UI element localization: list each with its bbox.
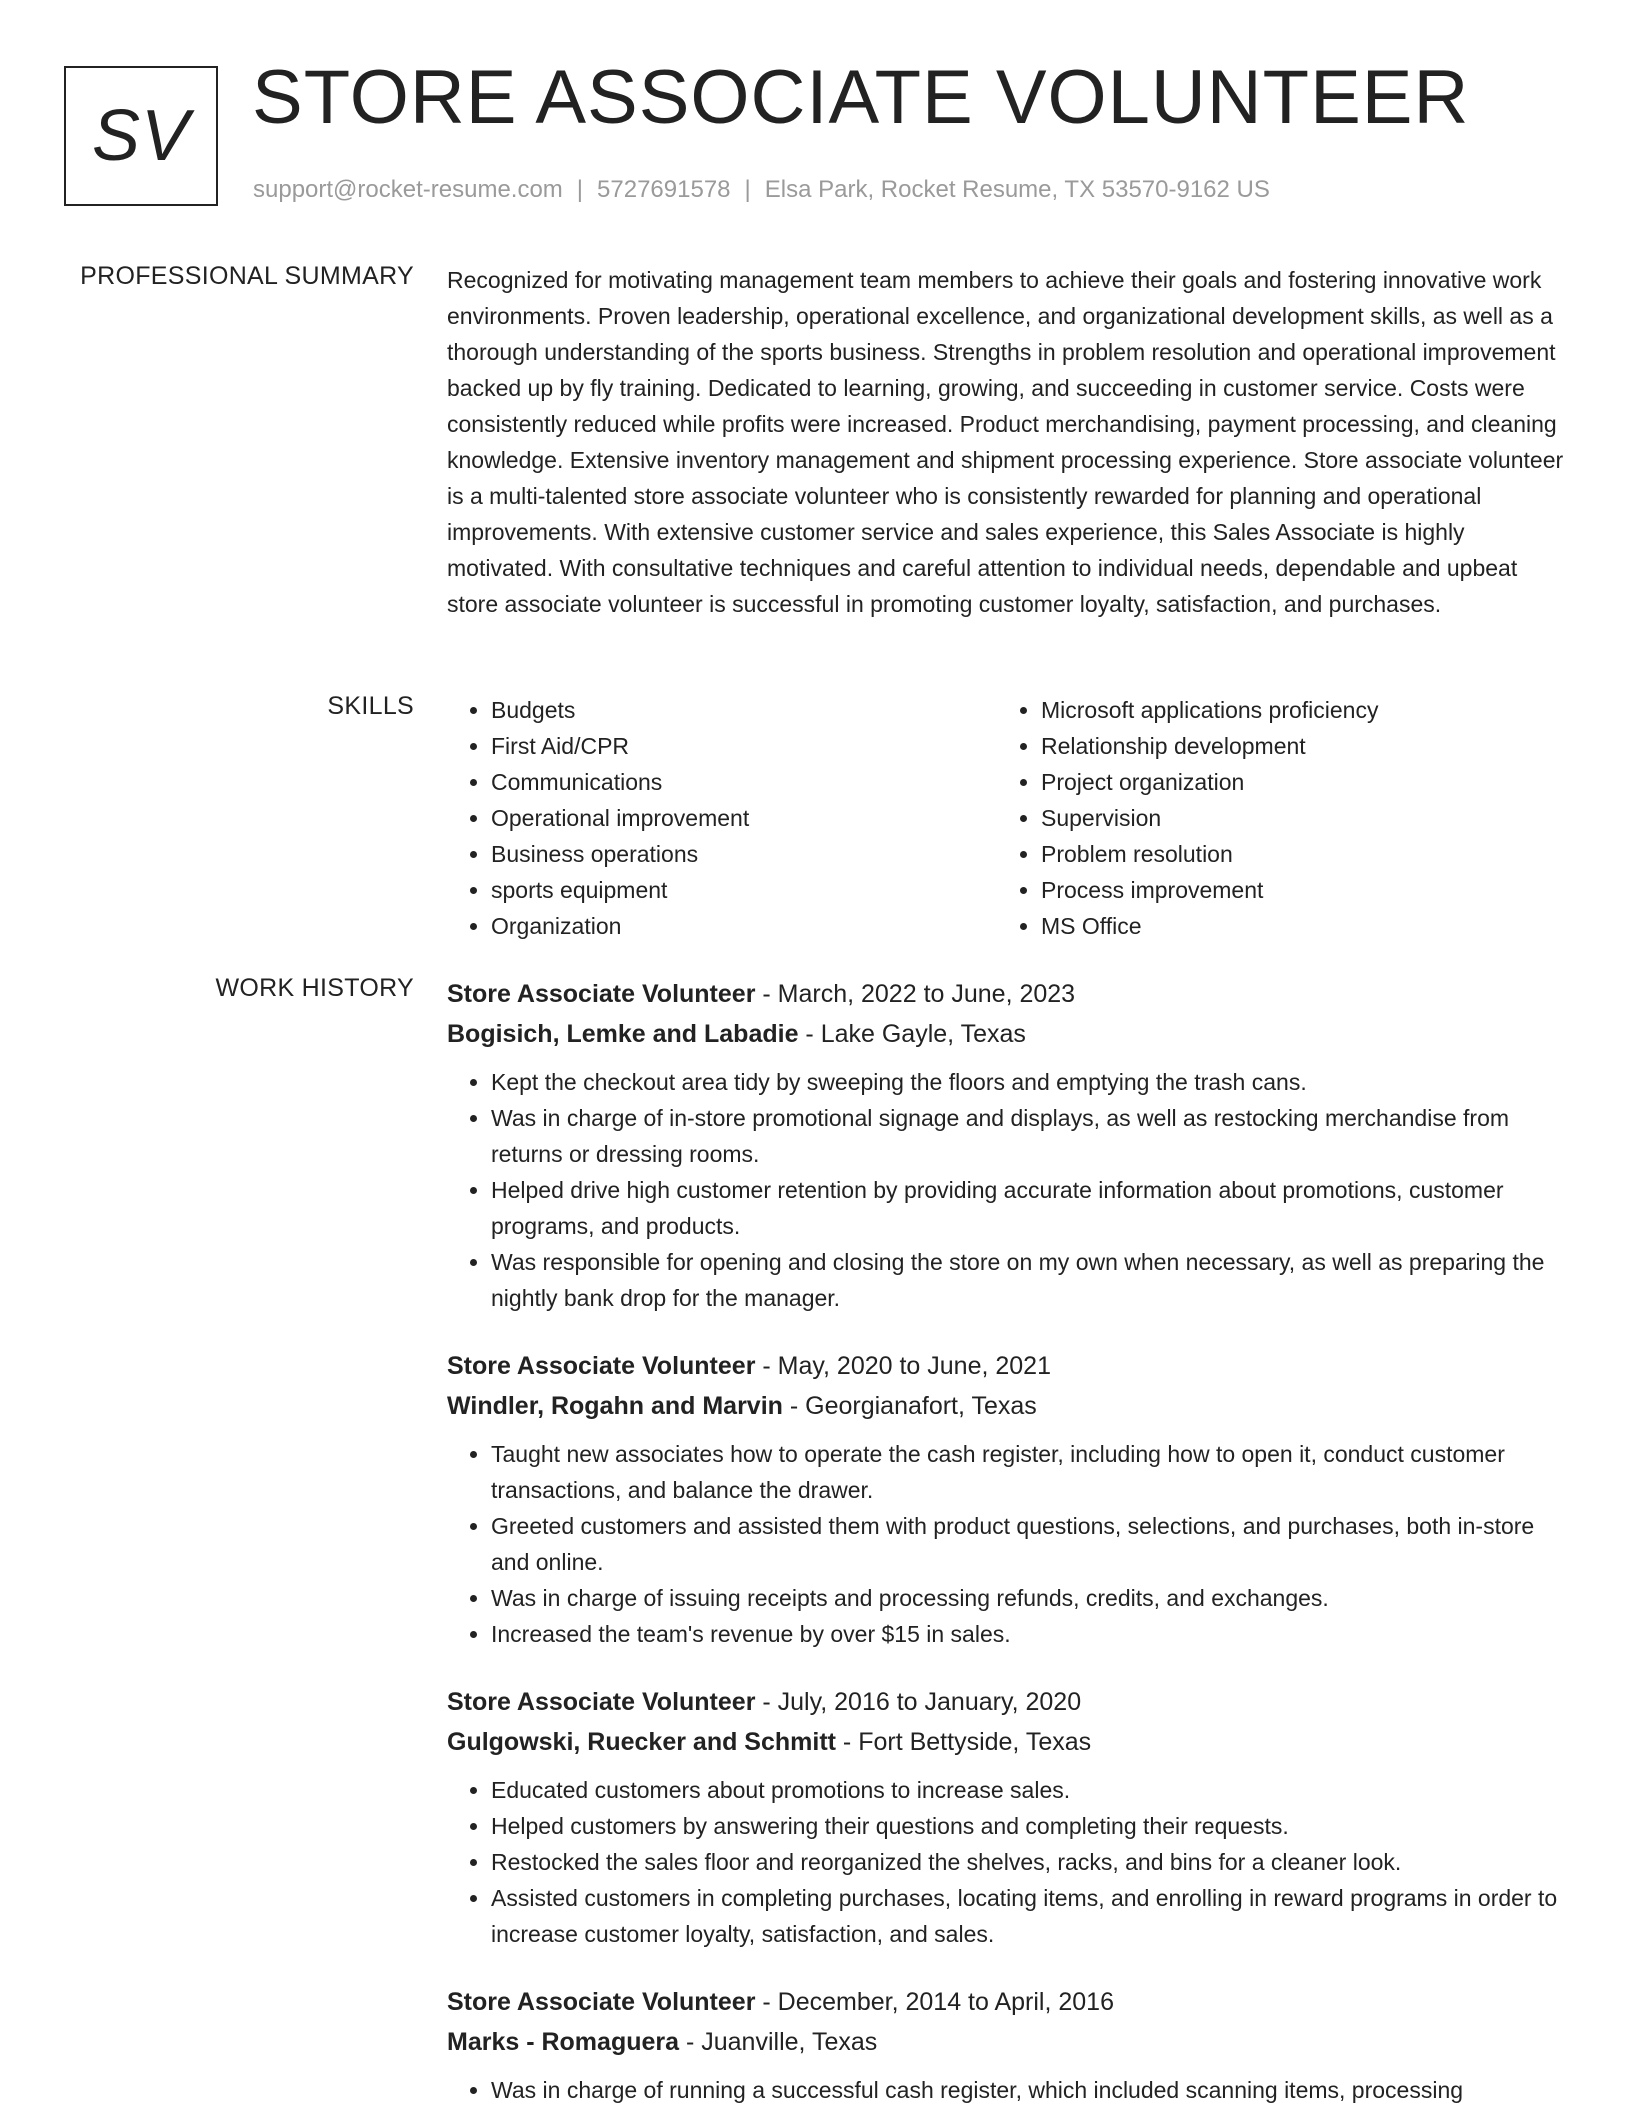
skill-item: • Problem resolution (1041, 836, 1547, 872)
job-location: - Fort Bettyside, Texas (835, 1728, 1092, 1756)
job-title: Store Associate Volunteer (447, 1688, 756, 1716)
contact-email: support@rocket-resume.com (253, 176, 563, 203)
job-dates: - December, 2014 to April, 2016 (755, 1988, 1114, 2016)
job-title-line (447, 974, 1567, 1014)
job-company: Bogisich, Lemke and Labadie (447, 1020, 799, 1048)
contact-line (253, 176, 1270, 204)
job-bullet: • Assisted customers in completing purchases, locating items, and enrolling in reward programs in order to increase customer loyalty, satisfaction, and sales. (491, 1880, 1567, 1952)
job-bullet: • Helped customers by answering their questions and completing their requests. (491, 1808, 1567, 1844)
skill-item: • Microsoft applications proficiency (1041, 692, 1547, 728)
contact-separator: | (744, 176, 751, 203)
job-bullet: • Kept the checkout area tidy by sweeping the floors and emptying the trash cans. (491, 1064, 1567, 1100)
job-bullet: • Was in charge of in-store promotional signage and displays, as well as restocking merchandise from returns or dressing rooms. (491, 1100, 1567, 1172)
job-bullet: • Greeted customers and assisted them with product questions, selections, and purchases, both in-store and online. (491, 1508, 1567, 1580)
monogram: SV (64, 66, 218, 206)
job-title-line (447, 1682, 1567, 1722)
job-bullet: • Educated customers about promotions to increase sales. (491, 1772, 1567, 1808)
job-dates: - March, 2022 to June, 2023 (755, 980, 1076, 1008)
skill-item: • Budgets (491, 692, 997, 728)
job-title: Store Associate Volunteer (447, 1988, 756, 2016)
skill-item: • Relationship development (1041, 728, 1547, 764)
page-title: STORE ASSOCIATE VOLUNTEER (252, 55, 1470, 140)
skill-item: • MS Office (1041, 908, 1547, 944)
job-company: Gulgowski, Ruecker and Schmitt (447, 1728, 836, 1756)
job-bullets (447, 2072, 1567, 2108)
job-bullet: • Was in charge of running a successful cash register, which included scanning items, processing (491, 2072, 1567, 2108)
skill-item: • Communications (491, 764, 997, 800)
job-dates: - May, 2020 to June, 2021 (755, 1352, 1051, 1380)
job-title-line (447, 1982, 1567, 2022)
job-entry (447, 1682, 1567, 1952)
skill-item: • Supervision (1041, 800, 1547, 836)
skills-columns (447, 692, 1567, 944)
job-entry (447, 1982, 1567, 2108)
job-bullet: • Restocked the sales floor and reorganized the shelves, racks, and bins for a cleaner look. (491, 1844, 1567, 1880)
job-title: Store Associate Volunteer (447, 980, 756, 1008)
job-location: - Juanville, Texas (679, 2028, 878, 2056)
job-bullet: • Increased the team's revenue by over $15 in sales. (491, 1616, 1567, 1652)
job-bullet: • Helped drive high customer retention by providing accurate information about promotions, customer programs, and products. (491, 1172, 1567, 1244)
skill-item: • Process improvement (1041, 872, 1547, 908)
job-company-line (447, 1386, 1567, 1426)
job-bullets (447, 1772, 1567, 1952)
skills-body (447, 692, 1567, 944)
job-title: Store Associate Volunteer (447, 1352, 756, 1380)
job-company-line (447, 2022, 1567, 2062)
job-entry (447, 974, 1567, 1316)
job-company: Windler, Rogahn and Marvin (447, 1392, 783, 1420)
section-label-skills: SKILLS (327, 692, 414, 720)
job-dates: - July, 2016 to January, 2020 (755, 1688, 1082, 1716)
contact-phone: 5727691578 (597, 176, 731, 203)
job-title-line (447, 1346, 1567, 1386)
job-entry (447, 1346, 1567, 1652)
job-location: - Lake Gayle, Texas (798, 1020, 1026, 1048)
skills-list-left (447, 692, 997, 944)
skill-item: • sports equipment (491, 872, 997, 908)
skill-item: • First Aid/CPR (491, 728, 997, 764)
contact-separator: | (576, 176, 584, 203)
work-body (447, 974, 1567, 2112)
job-company-line (447, 1014, 1567, 1054)
skill-item: • Project organization (1041, 764, 1547, 800)
skill-item: • Organization (491, 908, 997, 944)
job-bullets (447, 1436, 1567, 1652)
section-label-summary: PROFESSIONAL SUMMARY (80, 262, 414, 290)
job-location: - Georgianafort, Texas (782, 1392, 1037, 1420)
job-bullet: • Was responsible for opening and closing the store on my own when necessary, as well as preparing the nightly bank drop for the manager. (491, 1244, 1567, 1316)
skill-item: • Business operations (491, 836, 997, 872)
summary-text: Recognized for motivating management team members to achieve their goals and fostering innovative work environments. Proven leadership, operational excellence, and organizational development skills, as well as a thorough understanding of the sports business. Strengths in problem resolution and operational improvement backed up by fly training. Dedicated to learning, growing, and succeeding in customer service. Costs were consistently reduced while profits were increased. Product merchandising, payment processing, and cleaning knowledge. Extensive inventory management and shipment processing experience. Store associate volunteer is a multi-talented store associate volunteer who is consistently rewarded for planning and operational improvements. With extensive customer service and sales experience, this Sales Associate is highly motivated. With consultative techniques and careful attention to individual needs, dependable and upbeat store associate volunteer is successful in promoting customer loyalty, satisfaction, and purchases. (447, 267, 1564, 617)
job-company-line (447, 1722, 1567, 1762)
job-bullet: • Was in charge of issuing receipts and processing refunds, credits, and exchanges. (491, 1580, 1567, 1616)
contact-address: Elsa Park, Rocket Resume, TX 53570-9162 US (764, 176, 1270, 203)
summary-body (447, 262, 1567, 622)
section-label-work: WORK HISTORY (215, 974, 414, 1002)
job-bullet: • Taught new associates how to operate the cash register, including how to open it, conduct customer transactions, and balance the drawer. (491, 1436, 1567, 1508)
job-company: Marks - Romaguera (447, 2028, 680, 2056)
skill-item: • Operational improvement (491, 800, 997, 836)
job-bullets (447, 1064, 1567, 1316)
skills-list-right (997, 692, 1547, 944)
